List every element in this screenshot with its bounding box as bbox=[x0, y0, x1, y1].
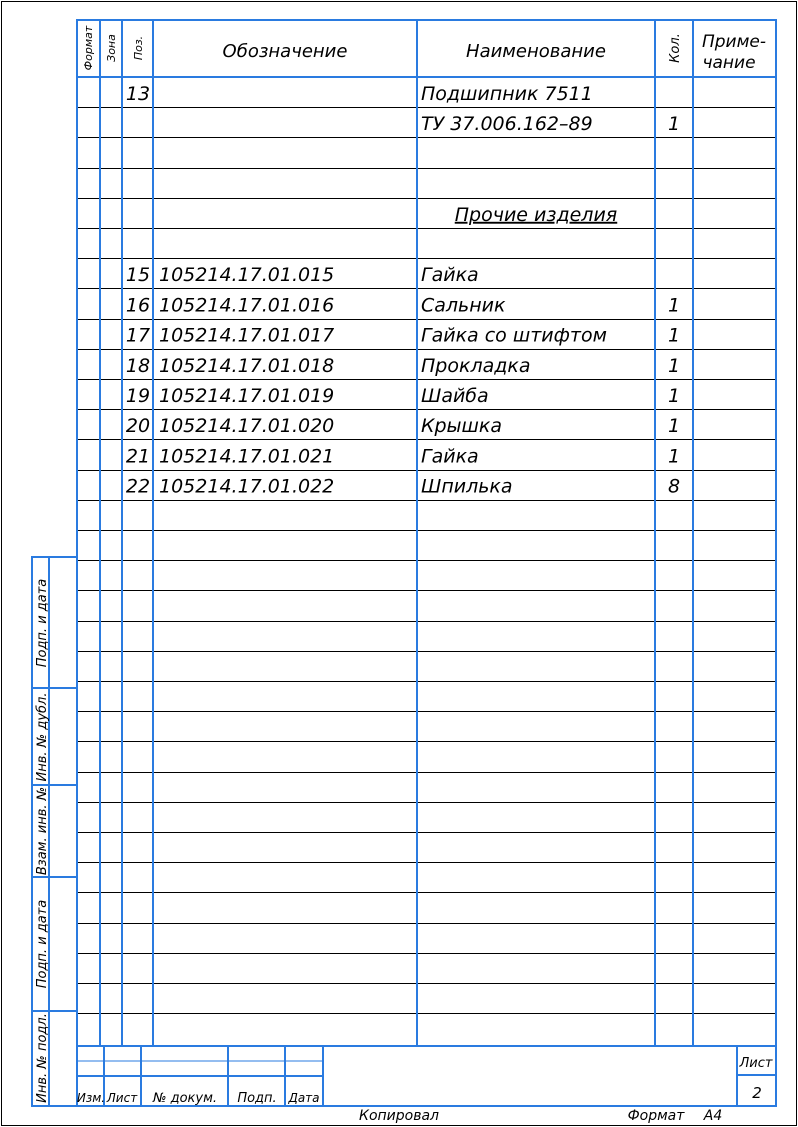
row-name: Шпилька bbox=[421, 475, 513, 498]
footer-format-value: А4 bbox=[703, 1108, 723, 1124]
footer bbox=[359, 1108, 722, 1124]
row-lines bbox=[77, 108, 776, 1014]
side-label-sign-date-1: Подп. и дата bbox=[35, 578, 50, 668]
header-name: Наименование bbox=[466, 41, 606, 62]
side-label-vzam-inv: Взам. инв. № bbox=[35, 786, 50, 876]
header-pos: Поз. bbox=[132, 35, 145, 61]
row-designation: 105214.17.01.020 bbox=[159, 415, 335, 438]
row-designation: 105214.17.01.022 bbox=[159, 475, 335, 498]
table-row bbox=[126, 385, 680, 407]
table-header bbox=[82, 25, 766, 73]
side-label-inv-podl: Инв. № подл. bbox=[35, 1013, 50, 1103]
row-qty: 8 bbox=[667, 475, 681, 498]
row-designation: 105214.17.01.017 bbox=[159, 324, 335, 347]
bottom-stamp bbox=[77, 1046, 776, 1106]
row-pos: 17 bbox=[125, 324, 151, 347]
row-name: ТУ 37.006.162–89 bbox=[421, 113, 593, 136]
header-note-line1: Приме- bbox=[701, 32, 767, 52]
row-pos: 15 bbox=[125, 264, 151, 287]
row-qty: 1 bbox=[667, 294, 681, 317]
row-name: Гайка со штифтом bbox=[421, 324, 607, 347]
header-format: Формат bbox=[82, 25, 95, 71]
row-name: Шайба bbox=[421, 385, 489, 407]
row-pos: 22 bbox=[125, 475, 151, 498]
row-qty: 1 bbox=[667, 113, 681, 136]
table-row bbox=[126, 294, 680, 316]
table-row bbox=[126, 476, 680, 498]
row-qty: 1 bbox=[667, 385, 681, 407]
row-designation: 105214.17.01.019 bbox=[159, 385, 335, 407]
table-rows bbox=[126, 83, 680, 498]
side-label-sign-date-2: Подп. и дата bbox=[35, 899, 50, 989]
row-pos: 18 bbox=[125, 354, 151, 377]
row-designation: 105214.17.01.016 bbox=[159, 294, 335, 317]
row-name: Гайка bbox=[421, 445, 479, 468]
table-row bbox=[126, 325, 680, 347]
row-name: Гайка bbox=[421, 264, 479, 287]
table-row bbox=[421, 113, 680, 135]
header-zone: Зона bbox=[105, 34, 118, 62]
row-pos: 21 bbox=[125, 445, 151, 468]
stamp-sign: Подп. bbox=[237, 1091, 277, 1106]
header-designation: Обозначение bbox=[222, 41, 348, 62]
stamp-sheet-label: Лист bbox=[739, 1056, 773, 1071]
header-qty: Кол. bbox=[668, 33, 683, 63]
row-designation: 105214.17.01.015 bbox=[159, 264, 335, 287]
header-note-line2: чание bbox=[702, 53, 756, 73]
table-row bbox=[126, 83, 593, 105]
table-row bbox=[126, 445, 680, 467]
row-designation: 105214.17.01.021 bbox=[159, 445, 335, 468]
side-label-inv-dubl: Инв. № дубл. bbox=[35, 692, 50, 782]
row-qty: 1 bbox=[667, 324, 681, 347]
row-name: Сальник bbox=[421, 294, 506, 317]
stamp-list: Лист bbox=[106, 1091, 138, 1105]
section-title: Прочие изделия bbox=[454, 203, 618, 226]
side-stamp bbox=[32, 557, 77, 1106]
stamp-sheet-number: 2 bbox=[752, 1084, 762, 1102]
table-row bbox=[126, 355, 680, 377]
row-pos: 20 bbox=[125, 415, 151, 438]
table-row bbox=[455, 204, 617, 226]
row-name: Прокладка bbox=[421, 354, 531, 377]
row-designation: 105214.17.01.018 bbox=[159, 354, 335, 377]
main-frame bbox=[77, 20, 776, 1106]
row-name: Крышка bbox=[421, 415, 503, 438]
row-qty: 1 bbox=[667, 445, 681, 468]
stamp-doc-no: № докум. bbox=[152, 1091, 218, 1106]
row-name: Подшипник 7511 bbox=[421, 83, 593, 105]
stamp-izm: Изм. bbox=[76, 1091, 106, 1105]
footer-copied: Копировал bbox=[359, 1108, 439, 1124]
row-pos: 13 bbox=[125, 83, 151, 105]
table-row bbox=[126, 415, 680, 437]
table-row bbox=[126, 264, 479, 286]
stamp-date: Дата bbox=[288, 1091, 320, 1105]
row-pos: 19 bbox=[125, 385, 151, 407]
row-qty: 1 bbox=[667, 354, 681, 377]
row-qty: 1 bbox=[667, 415, 681, 438]
row-pos: 16 bbox=[125, 294, 151, 317]
outer-frame bbox=[2, 2, 797, 1126]
footer-format-label: Формат bbox=[627, 1108, 685, 1124]
